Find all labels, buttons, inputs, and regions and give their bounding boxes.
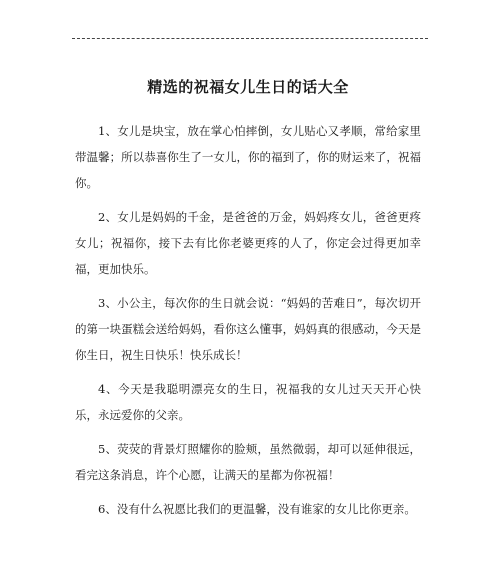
- header-divider: [72, 38, 428, 39]
- document-body: [75, 118, 421, 530]
- paragraph-5: 5、荧荧的背景灯照耀你的脸颊，虽然微弱，却可以延伸很远，看完这条消息，许个心愿，让满天的星都为你祝福！: [75, 442, 421, 482]
- paragraph-6: 6、没有什么祝愿比我们的更温馨，没有谁家的女儿比你更亲。: [98, 502, 416, 516]
- paragraph-3: 3、小公主，每次你的生日就会说：“妈妈的苦难日”，每次切开的第一块蛋糕会送给妈妈，看你这么懂事，妈妈真的很感动，今天是你生日，祝生日快乐！快乐成长！: [75, 296, 421, 362]
- paragraph-4: 4、今天是我聪明漂亮女的生日，祝福我的女儿过天天开心快乐，永远爱你的父亲。: [75, 382, 421, 422]
- paragraph-2: 2、女儿是妈妈的千金，是爸爸的万金，妈妈疼女儿，爸爸更疼女儿；祝福你，接下去有比你老婆更疼的人了，你定会过得更加幸福，更加快乐。: [75, 210, 421, 276]
- page-title: 精选的祝福女儿生日的话大全: [147, 78, 349, 96]
- paragraph-1: 1、女儿是块宝，放在掌心怕摔倒，女儿贴心又孝顺，常给家里带温馨；所以恭喜你生了一女儿，你的福到了，你的财运来了，祝福你。: [75, 124, 421, 190]
